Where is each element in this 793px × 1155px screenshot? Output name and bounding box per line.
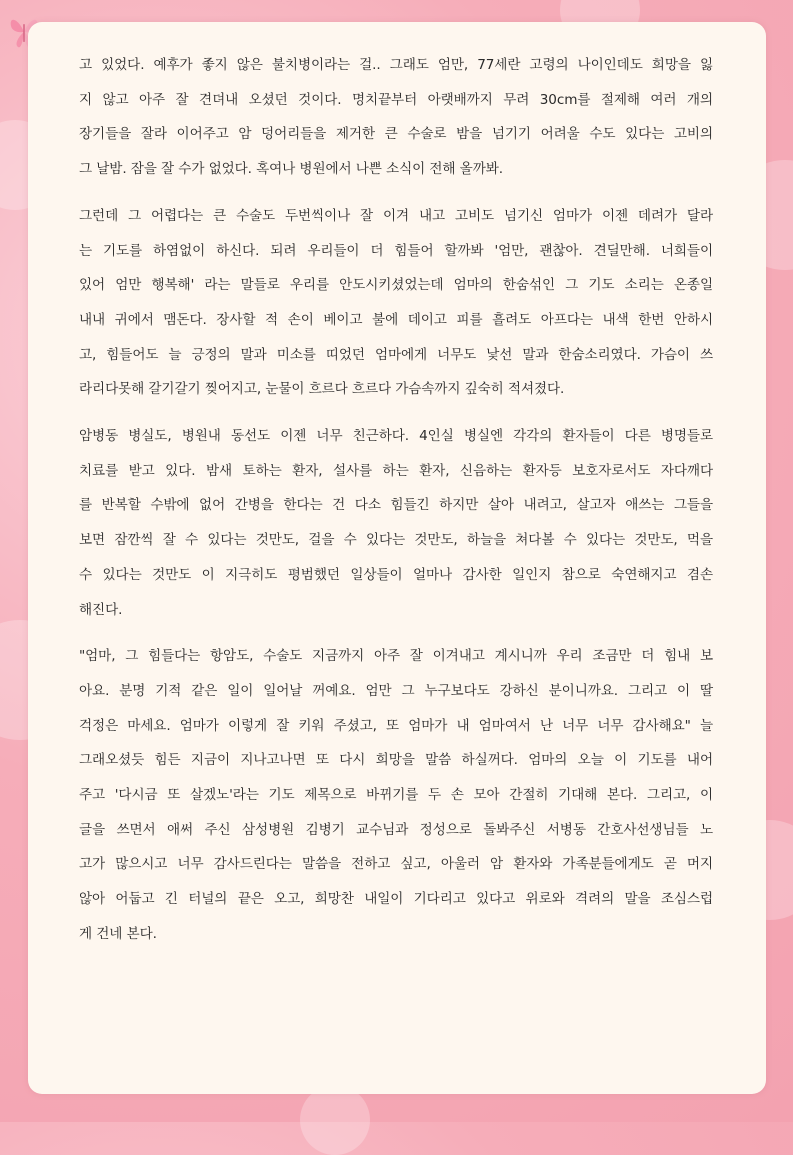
text-line: 는 기도를 하염없이 하신다. 되려 우리들이 더 힘들어 할까봐 '엄만, 괜찮아. 견딜만해. 너희들이: [79, 242, 713, 259]
text-line: 보면 잠깐씩 잘 수 있다는 것만도, 걸을 수 있다는 것만도, 하늘을 쳐다볼 수 있다는 것만도, 먹을: [79, 532, 713, 549]
text-line: 지 않고 아주 잘 견뎌내 오셨던 것이다. 명치끝부터 아랫배까지 무려 30cm를 절제해 여러 개의: [79, 91, 713, 108]
text-line: 게 건네 본다.: [79, 925, 157, 942]
bokeh-circle: [300, 1085, 370, 1155]
text-line: 암병동 병실도, 병원내 동선도 이젠 너무 친근하다. 4인실 병실엔 각각의 환자들이 다른 병명들로: [79, 428, 713, 445]
text-line: 걱정은 마세요. 엄마가 이렇게 잘 키워 주셨고, 또 엄마가 내 엄마여서 난 너무 너무 감사해요" 늘: [79, 717, 713, 734]
text-line: 그래오셨듯 힘든 지금이 지나고나면 또 다시 희망을 말씀 하실꺼다. 엄마의 오늘 이 기도를 내어: [79, 752, 713, 769]
text-line: 있어 엄만 행복해' 라는 말들로 우리를 안도시키셨었는데 엄마의 한숨섞인 그 기도 소리는 온종일: [79, 277, 713, 294]
text-line: 수 있다는 것만도 이 지극히도 평범했던 일상들이 얼마나 감사한 일인지 참으로 숙연해지고 겸손: [79, 566, 713, 583]
text-line: 내내 귀에서 맴돈다. 장사할 적 손이 베이고 불에 데이고 피를 흘려도 아프다는 내색 한번 안하시: [79, 311, 713, 328]
text-line: 장기들을 잘라 이어주고 암 덩어리들을 제거한 큰 수술로 밤을 넘기기 어려울 수도 있다는 고비의: [79, 126, 713, 143]
paragraph-1: [79, 48, 713, 187]
text-line: 글을 쓰면서 애써 주신 삼성병원 김병기 교수님과 정성으로 돌봐주신 서병동 간호사선생님들 노: [79, 821, 713, 838]
document-body: [79, 48, 713, 964]
text-line: 아요. 분명 기적 같은 일이 일어날 꺼예요. 엄만 그 누구보다도 강하신 분이니까요. 그리고 이 딸: [79, 682, 713, 699]
text-line: 그런데 그 어렵다는 큰 수술도 두번씩이나 잘 이겨 내고 고비도 넘기신 엄마가 이젠 데려가 달라: [79, 207, 713, 224]
paragraph-3: [79, 419, 713, 627]
text-line: 라리다못해 갈기갈기 찢어지고, 눈물이 흐르다 흐르다 가슴속까지 깊숙히 적셔졌다.: [79, 381, 565, 398]
text-line: 않아 어둡고 긴 터널의 끝은 오고, 희망찬 내일이 기다리고 있다고 위로와 격려의 말을 조심스럽: [79, 891, 713, 908]
text-line: 고가 많으시고 너무 감사드린다는 말씀을 전하고 싶고, 아울러 암 환자와 가족분들에게도 곧 머지: [79, 856, 713, 873]
text-line: "엄마, 그 힘들다는 항암도, 수술도 지금까지 아주 잘 이겨내고 계시니까 우리 조금만 더 힘내 보: [79, 648, 713, 665]
text-line: 치료를 받고 있다. 밤새 토하는 환자, 설사를 하는 환자, 신음하는 환자등 보호자로서도 자다깨다: [79, 462, 713, 479]
paragraph-2: [79, 199, 713, 407]
text-line: 그 날밤. 잠을 잘 수가 없었다. 혹여나 병원에서 나쁜 소식이 전해 올까봐.: [79, 161, 503, 178]
text-line: 해진다.: [79, 601, 123, 618]
text-line: 고, 힘들어도 늘 긍정의 말과 미소를 띠었던 엄마에게 너무도 낯선 말과 한숨소리였다. 가슴이 쓰: [79, 346, 713, 363]
text-line: 고 있었다. 예후가 좋지 않은 불치병이라는 걸.. 그래도 엄만, 77세란 고령의 나이인데도 희망을 잃: [79, 57, 713, 73]
paragraph-4: [79, 639, 713, 951]
text-line: 를 반복할 수밖에 없어 간병을 한다는 건 다소 힘들긴 하지만 살아 내려고, 살고자 애쓰는 그들을: [79, 497, 713, 514]
text-line: 주고 '다시금 또 살겠노'라는 기도 제목으로 바뀌기를 두 손 모아 간절히 기대해 본다. 그리고, 이: [79, 787, 713, 804]
